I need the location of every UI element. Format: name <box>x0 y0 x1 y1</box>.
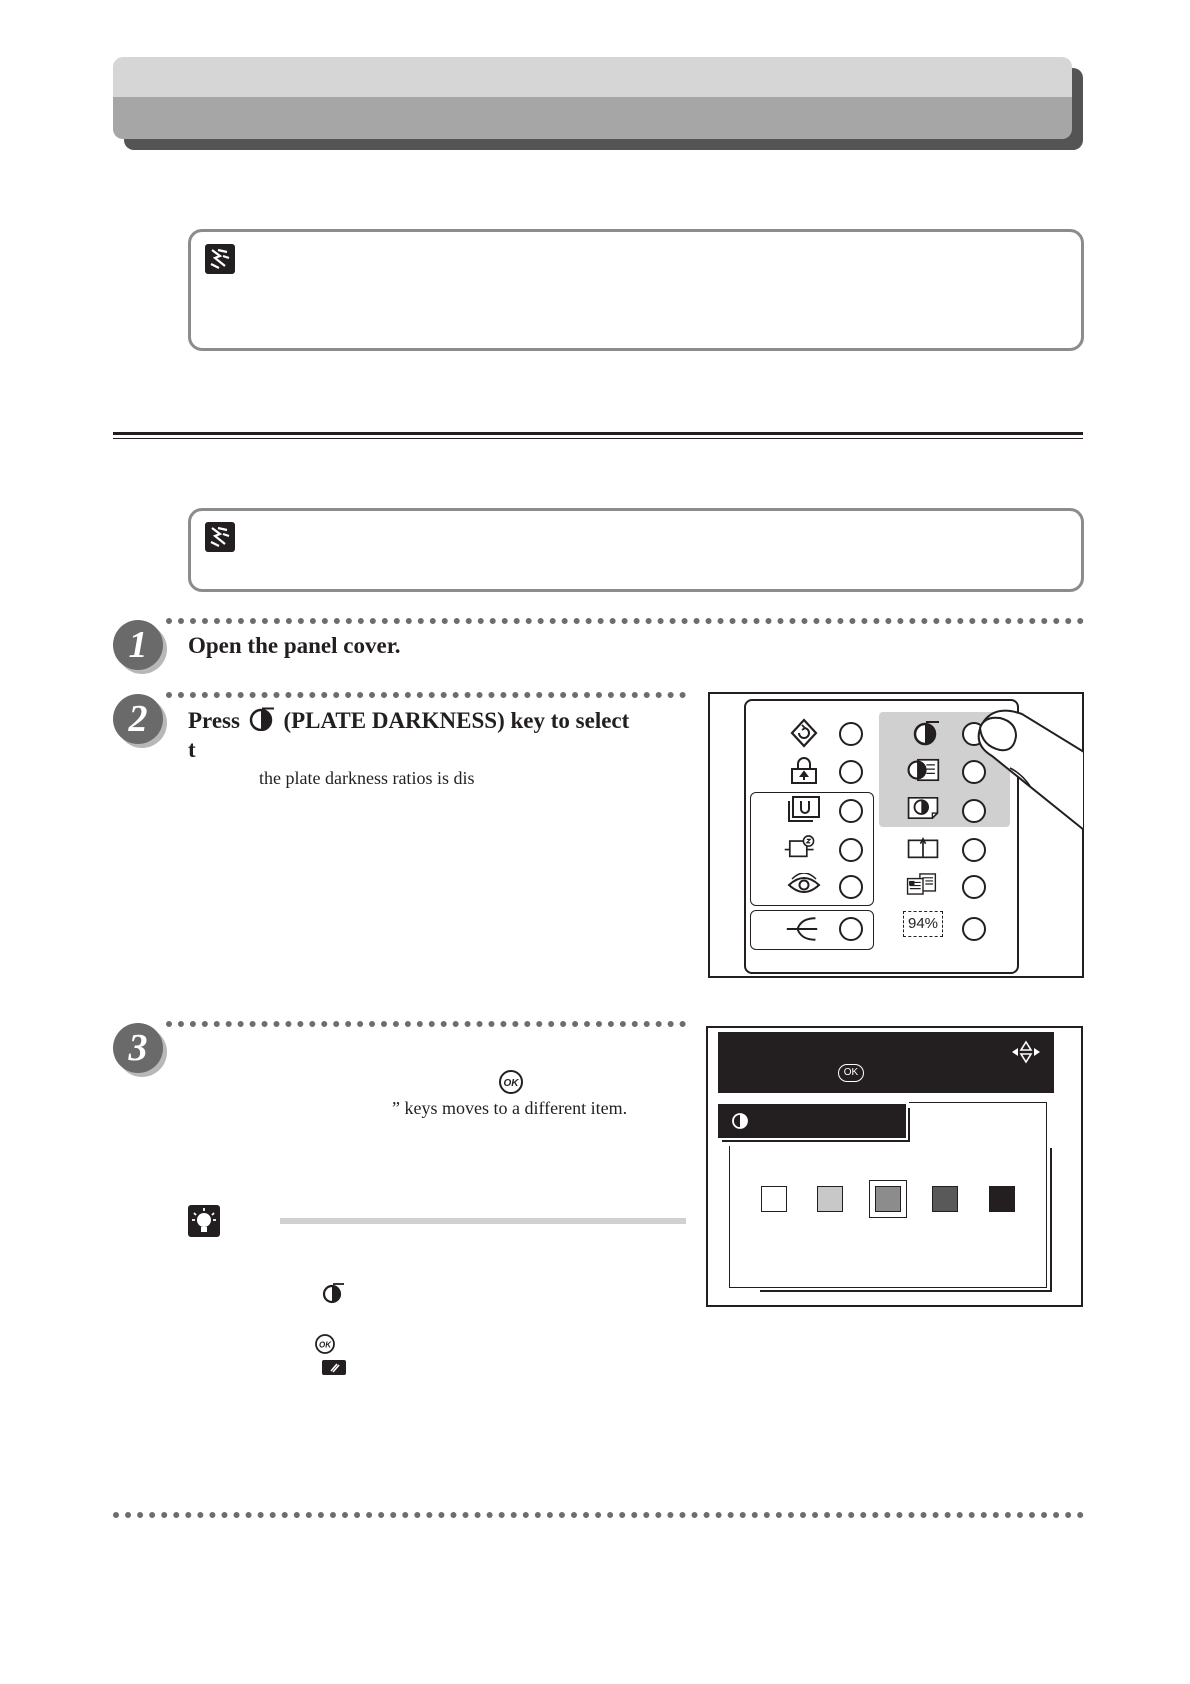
lcd-plate-darkness-icon <box>731 1112 749 1130</box>
plate-darkness-key-icon <box>910 718 944 748</box>
svg-text:OK: OK <box>319 1340 331 1350</box>
zoom-badge <box>903 911 943 937</box>
panel-key[interactable] <box>962 917 986 941</box>
panel-key[interactable] <box>839 760 863 784</box>
dotted-separator <box>166 692 686 698</box>
step-3-body: ” keys moves to a different item. <box>392 1098 628 1118</box>
panel-key[interactable] <box>839 799 863 823</box>
lcd-ok-label: OK <box>843 1067 859 1078</box>
step-2-title-prefix: Press <box>188 708 240 733</box>
step-2-body: the plate darkness ratios is dis <box>259 768 475 788</box>
custom-mode-icon <box>787 794 821 824</box>
multi-up-icon <box>906 869 940 899</box>
ok-key-icon <box>498 1069 524 1095</box>
step-number-2: 2 <box>113 694 163 744</box>
step-1-title: Open the panel cover. <box>188 633 401 658</box>
section-rule <box>113 432 1083 435</box>
dotted-separator <box>166 1021 686 1027</box>
panel-key[interactable] <box>839 917 863 941</box>
panel-key[interactable] <box>962 838 986 862</box>
header-bar <box>113 57 1072 139</box>
note-icon <box>205 244 235 274</box>
hint-header-bar <box>280 1218 686 1224</box>
ok-small-icon <box>314 1333 336 1355</box>
step-number-1: 1 <box>113 620 163 670</box>
branch-icon <box>785 914 819 944</box>
arrow-keys-icon <box>1010 1040 1042 1064</box>
panel-key[interactable] <box>839 875 863 899</box>
step-2-title <box>188 707 629 734</box>
step-2-title-suffix: (PLATE DARKNESS) key to select <box>283 708 630 733</box>
lcd-ok-icon <box>838 1064 864 1082</box>
reset-icon <box>787 718 821 748</box>
panel-key[interactable] <box>839 722 863 746</box>
book-shadow-icon <box>906 833 940 863</box>
finger-illustration <box>970 708 1084 838</box>
eye-icon <box>787 870 821 900</box>
hint-lightbulb-icon <box>188 1205 220 1237</box>
note-box-1 <box>188 229 1084 351</box>
photo-mode-icon <box>906 755 940 785</box>
plate-darkness-icon <box>248 707 276 731</box>
dotted-separator <box>113 1512 1084 1518</box>
step-number-3: 3 <box>113 1023 163 1073</box>
section-rule-thin <box>113 438 1083 439</box>
dotted-separator <box>166 618 1084 624</box>
darkness-level-2[interactable] <box>817 1186 843 1212</box>
darkness-level-3[interactable] <box>875 1186 901 1212</box>
lcd-window-line <box>729 1146 730 1288</box>
job-separation-icon <box>783 832 817 862</box>
zoom-badge-text: 94% <box>907 915 939 932</box>
darkness-level-4[interactable] <box>932 1186 958 1212</box>
plate-darkness-small-icon <box>322 1282 346 1304</box>
note-box-2 <box>188 508 1084 592</box>
print-darkness-icon <box>906 793 940 823</box>
step-2-title-line2: t <box>188 737 196 762</box>
darkness-level-1[interactable] <box>761 1186 787 1212</box>
lock-icon <box>787 756 821 786</box>
darkness-level-5[interactable] <box>989 1186 1015 1212</box>
panel-key[interactable] <box>839 838 863 862</box>
svg-text:OK: OK <box>503 1078 519 1089</box>
note-icon <box>205 522 235 552</box>
lcd-title-bar <box>718 1032 1054 1093</box>
panel-key[interactable] <box>962 875 986 899</box>
clear-key-icon <box>322 1360 346 1375</box>
